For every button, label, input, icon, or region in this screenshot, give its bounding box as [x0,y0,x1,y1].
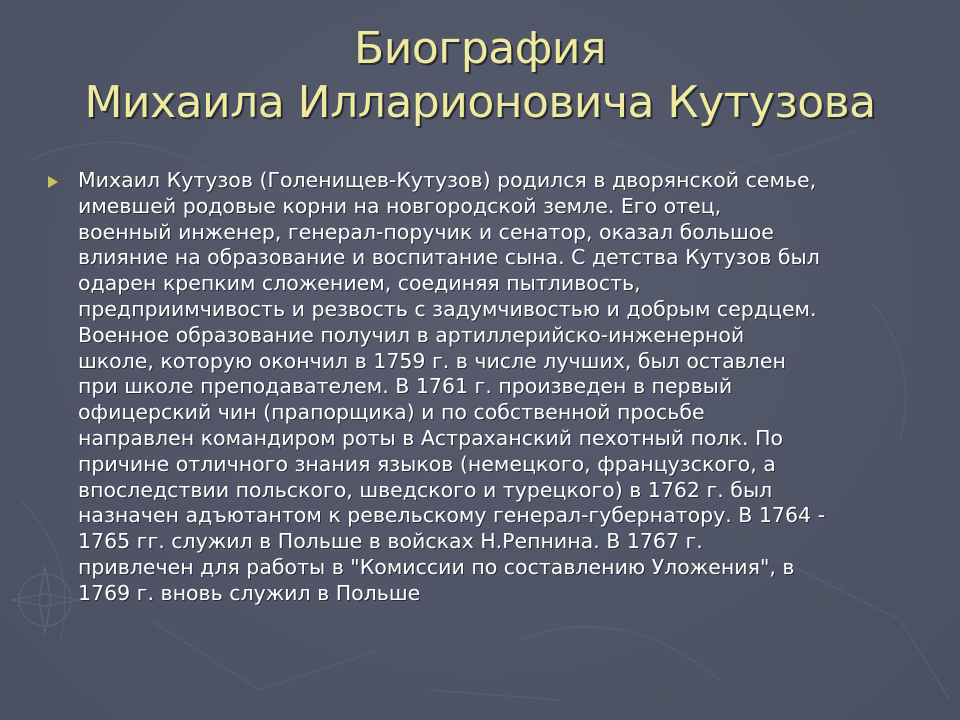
bullet-text-line: предприимчивость и резвость с задумчивостью и добрым сердцем. [78,296,817,321]
bullet-text-line: одарен крепким сложением, соединяя пытливость, [78,271,641,296]
bullet-text-line: назначен адъютантом к ревельскому генерал-губернатору. В 1764 - [78,503,825,528]
slide-title-line-1: Биография [354,23,606,74]
bullet-text-line: школе, которую окончил в 1759 г. в числе лучших, был оставлен [78,348,786,373]
bullet-text-line: 1769 г. вновь служил в Польше [78,580,421,605]
bullet-text-line: при школе преподавателем. В 1761 г. произведен в первый [78,374,733,399]
bullet-text-line: направлен командиром роты в Астраханский пехотный полк. По [78,425,784,450]
slide-title-line-2: Михаила Илларионовича Кутузова [84,77,876,128]
bullet-text-line: 1765 гг. служил в Польше в войсках Н.Репнина. В 1767 г. [78,529,703,554]
bullet-text-line: Военное образование получил в артиллерийско-инженерной [78,322,745,347]
bullet-text-line: офицерский чин (прапорщика) и по собственной просьбе [78,400,705,425]
bullet-text-line: причине отличного знания языков (немецкого, французского, а [78,451,776,476]
bullet-text [78,168,938,607]
bullet-text-line: имевшей родовые корни на новгородской земле. Его отец, [78,193,722,218]
bullet-text-line: военный инженер, генерал-поручик и сенатор, оказал большое [78,219,774,244]
bullet-text-line: Михаил Кутузов (Голенищев-Кутузов) родился в дворянской семье, [78,168,817,192]
bullet-text-line: привлечен для работы в "Комиссии по составлению Уложения", в [78,554,795,579]
bullet-text-line: впоследствии польского, шведского и турецкого) в 1762 г. был [78,477,773,502]
triangle-right-icon [48,176,58,188]
bullet-text-line: влияние на образование и воспитание сына. С детства Кутузов был [78,245,820,270]
compass-rose-icon [11,566,79,634]
slide-title [0,22,960,130]
